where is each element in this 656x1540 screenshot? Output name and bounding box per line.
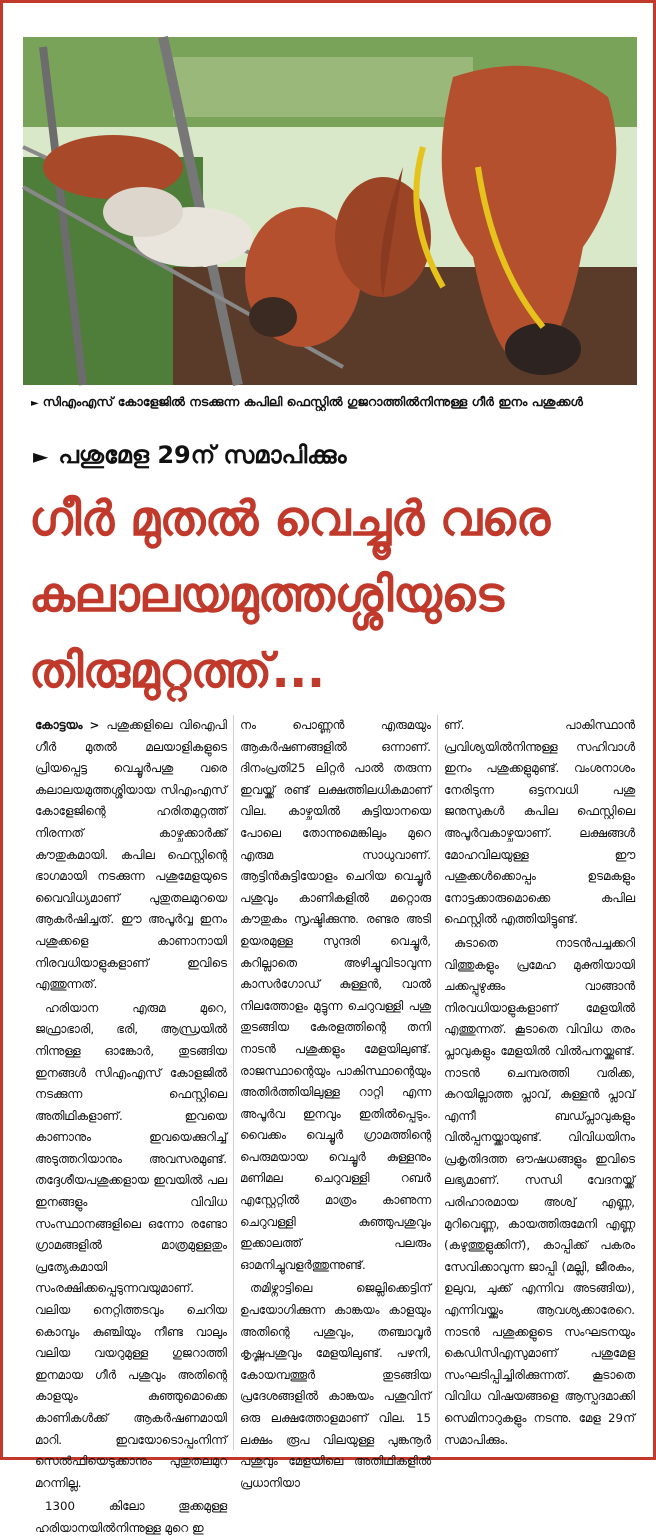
article-paragraph: ഹരിയാന എരുമ മുറെ, ജഫ്രാഭാരി, ഭരി, ആന്ധ്രയിൽ നിന്നുള്ള ഓങ്കോർ, തുടങ്ങിയ ഇനങ്ങൾ സിഎംഎസ് കോളജിൽ നടക്കുന്ന ഫെസ്റ്റിലെ അതിഥികളാണ്. ഇവയെ കാണാനും ഇവയെക്കുറിച്ച് അടുത്തറിയാനും അവസരമുണ്ട്. തദ്ദേശീയപശുക്കളായ ഇവയിൽ പല ഇനങ്ങളും വിവിധ സംസ്ഥാനങ്ങളിലെ ഒന്നോ രണ്ടോ ഗ്രാമങ്ങളിൽ മാത്രമുള്ളതും പ്രത്യേകമായി സംരക്ഷിക്കപ്പെടുന്നവയുമാണ്. വലിയ നെറ്റിത്തടവും ചെറിയ കൊമ്പും കുഞ്ചിയും നീണ്ട വാലും വലിയ വയറുമുള്ള ഗുജറാത്തി ഇനമായ ഗീർ പശുവും അതിന്റെ കാളയും കുഞ്ഞുമൊക്കെ കാണികൾക്ക് ആകർഷണമായി മാറി. ഇവയോടൊപ്പംനിന്ന് സെൽഫിയെടുക്കാനും പുതുതലമുറ മറന്നില്ല.: [35, 1000, 227, 1490]
article-column-1: [29, 715, 233, 1535]
photo-caption: [31, 393, 631, 412]
dateline: കോട്ടയം >: [35, 718, 107, 732]
article-paragraph: കുടാതെ നാടൻപച്ചക്കറി വിത്തുകളും പ്രമേഹ മുക്തിയായി ചക്കപ്പുഴുക്കും വാങ്ങാൻ നിരവധിയാളുകളാണ് മേളയിൽ എത്തുന്നത്. കൂടാതെ വിവിധ തരം പ്ലാവുകളും മേളയിൽ വിൽപനയ്ക്കുണ്ട്. നാടൻ ചെമ്പരത്തി വരിക്ക, കറയില്ലാത്ത പ്ലാവ്, കുള്ളൻ പ്ലാവ് എന്നീ ബഡ്പ്ലാവുകളും വിൽപ്പനയ്ക്കായുണ്ട്. വിവിധയിനം പ്രകൃതിദത്ത ഔഷധങ്ങളും ഇവിടെ ലഭ്യമാണ്. സന്ധി വേദനയ്ക്ക് പരിഹാരമായ അശ്വ് എണ്ണ, മുറിവെണ്ണ, കായത്തിരുമേനി എണ്ണ (കഴുത്തുളുക്കിന്), കാപ്പിക്ക് പകരം സേവിക്കാവുന്ന ജാപ്പി (മല്ലി, ജീരകം, ഉലുവ, ചുക്ക് എന്നിവ അടങ്ങിയ), എന്നിവയ്ക്കും ആവശ്യക്കാരേറെ. നാടൻ പശുക്കളുടെ സംഘടനയും കെഡിസിഎസുമാണ് പശുമേള സംഘടിപ്പിച്ചിരിക്കുന്നത്. കൂടാതെ വിവിധ വിഷയങ്ങളെ ആസ്പദമാക്കി സെമിനാറുകളും നടന്നു. മേള 29ന് സമാപിക്കും.: [444, 935, 635, 1447]
article-paragraph: 1300 കിലോ തൂക്കമുള്ള ഹരിയാനയിൽനിന്നുള്ള മുറെ ഇ: [35, 1499, 227, 1535]
kicker-text: പശുമേള 29ന് സമാപിക്കും: [58, 441, 347, 469]
headline-line-1: ഗീർ മുതൽ വെച്ചൂർ വരെ: [29, 491, 550, 547]
cattle-illustration: [23, 37, 637, 385]
headline-line-3: തിരുമുറ്റത്ത്...: [29, 643, 325, 699]
caption-text: സിഎംഎസ് കോളേജിൽ നടക്കുന്ന കപിലി ഫെസ്റ്റിൽ ഗുജറാത്തിൽനിന്നുള്ള ഗീർ ഇനം പശുക്കൾ: [42, 394, 583, 409]
headline-line-2: കലാലയമുത്തശ്ശിയുടെ: [29, 567, 504, 623]
article-paragraph: ണ്. പാകിസ്ഥാൻ പ്രവിശ്യയിൽനിന്നുള്ള സഹിവാൾ ഇനം പശുക്കളുമുണ്ട്. വംശനാശം നേരിടുന്ന ഒട്ടനവധി പശു ജനുസുകൾ കപില ഫെസ്റ്റിലെ അപൂർവകാഴ്ചയാണ്. ലക്ഷങ്ങൾ മോഹവിലയുള്ള ഈ പശുക്കൾക്കൊപ്പം ഉടമകളും നോട്ടക്കാരുമൊക്കെ കപില ഫെസ്റ്റിൽ എത്തിയിട്ടുണ്ട്.: [444, 718, 635, 927]
article-body: [29, 715, 641, 1535]
article-paragraph: [35, 715, 227, 996]
article-column-2: [233, 715, 437, 1490]
article-paragraph: നം പൊണ്ണൻ എരുമയും ആകർഷണങ്ങളിൽ ഒന്നാണ്. ദിനംപ്രതി25 ലിറ്റർ പാൽ തരുന്ന ഇവയ്ക്ക് രണ്ട് ലക്ഷത്തിലധികമാണ് വില. കാഴ്ചയിൽ കുട്ടിയാനയെ പോലെ തോന്നുമെങ്കിലും മുറെ എരുമ സാധുവാണ്. ആട്ടിൻകുട്ടിയോളം ചെറിയ വെച്ചൂർ പശുവും കാണികളിൽ മറ്റൊരു കൗതുകം സൃഷ്ടിക്കുന്നു. രണ്ടര അടി ഉയരമുള്ള സുന്ദരി വെച്ചൂർ, കറില്ലാതെ അഴിച്ചുവിടാവുന്ന കാസർഗോഡ് കുള്ളൻ, വാൽ നിലത്തോളം മുട്ടുന്ന ചെറുവള്ളി പശു തുടങ്ങിയ കേരളത്തിന്റെ തനി നാടൻ പശുക്കളും മേളയിലുണ്ട്. രാജസ്ഥാന്റെയും പാകിസ്ഥാന്റെയും അതിർത്തിയിലുള്ള റാറ്റി എന്ന അപൂർവ ഇനവും ഇതിൽപ്പെടും. വൈക്കം വെച്ചൂർ ഗ്രാമത്തിന്റെ പെരുമയായ വെച്ചൂർ കുള്ളനും മണിമല ചെറുവള്ളി റബർ എസ്റ്റേറ്റിൽ മാത്രം കാണുന്ന ചെറുവള്ളി കുഞ്ഞുപശുവും ഇക്കാലത്ത് പലരും ഓമനിച്ചുവളർത്തുന്നുണ്ട്.: [240, 718, 431, 1272]
article-column-3: [437, 715, 641, 1450]
article-paragraph: തമിഴ്നാട്ടിലെ ജെല്ലിക്കെട്ടിന് ഉപയോഗിക്കുന്ന കാങ്കയം കാളയും അതിന്റെ പശുവും, തഞ്ചാവൂർ കൃഷ്ണപശുവും മേളയിലുണ്ട്. പഴനി, കോയമ്പത്തൂർ തുടങ്ങിയ പ്രദേശങ്ങളിൽ കാങ്കയം പശുവിന് ഒരു ലക്ഷത്തോളമാണ് വില. 15 ലക്ഷം രൂപ വിലയുള്ള പുങ്കനൂർ പശുവും മേളയിലെ അതിഥികളിൽ പ്രധാനിയാ: [240, 1281, 431, 1490]
kicker: [33, 435, 633, 476]
paragraph-text: പശുക്കളിലെ വിഐപി ഗീർ മുതൽ മലയാളികളുടെ പ്രിയപ്പെട്ട വെച്ചൂർപശു വരെ കലാലയമുത്തശ്ശിയായ സിഎംഎസ് കോളേജിന്റെ ഹരിതമുറ്റത്ത് നിരന്നത് കാഴ്ചക്കാർക്ക് കൗതുകമായി. കപില ഫെസ്റ്റിന്റെ ഭാഗമായി നടക്കുന്ന പശുമേളയുടെ വൈവിധ്യമാണ് പുതുതലമുറയെ ആകർഷിച്ചത്. ഈ അപൂർവ്വ ഇനം പശുക്കളെ കാണാനായി നിരവധിയാളുകളാണ് ഇവിടെ എത്തുന്നത്.: [35, 718, 227, 992]
headline: [29, 481, 639, 709]
cattle-photo: [23, 37, 637, 385]
caption-marker-icon: ►: [31, 398, 39, 409]
kicker-marker-icon: ►: [33, 444, 49, 468]
